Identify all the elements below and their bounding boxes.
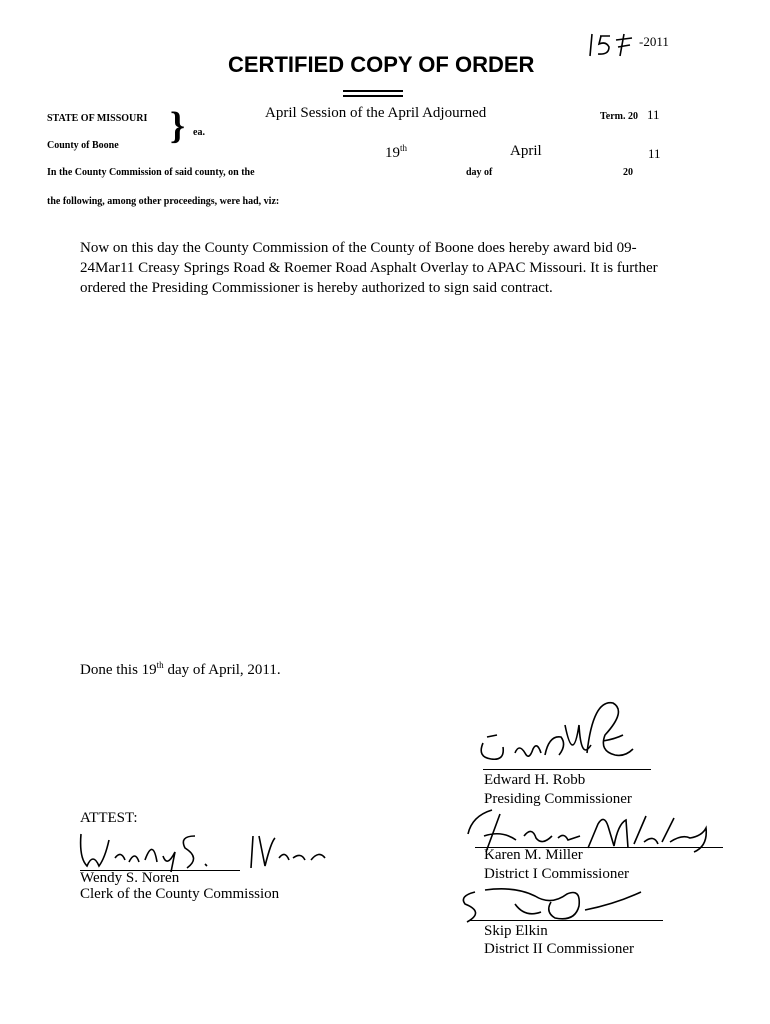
noren-name: Wendy S. Noren (80, 870, 180, 886)
month-value: April (510, 143, 542, 159)
term-label: Term. 20 (600, 111, 638, 122)
clerk-title: Clerk of the County Commission (80, 886, 280, 902)
county-label: County of Boone (47, 140, 119, 151)
elkin-name: Skip Elkin (484, 923, 548, 939)
state-label: STATE OF MISSOURI (47, 113, 148, 124)
title-double-rule (343, 90, 403, 97)
done-line: Done this 19th day of April, 2011. (80, 660, 281, 678)
elkin-signature-line (470, 920, 663, 921)
brace-symbol: } (170, 105, 185, 147)
year-value: 11 (648, 146, 661, 161)
miller-title: District I Commissioner (484, 866, 629, 882)
page-title: CERTIFIED COPY OF ORDER (228, 52, 535, 77)
commission-line: In the County Commission of said county, on the (47, 167, 255, 178)
handwritten-number-signature (588, 30, 636, 60)
attest-label: ATTEST: (80, 810, 138, 826)
elkin-title: District II Commissioner (484, 941, 634, 957)
robb-signature-line (483, 769, 651, 770)
day-of-label: day of (466, 167, 493, 178)
noren-signature (75, 828, 335, 874)
robb-signature (475, 695, 655, 775)
miller-name: Karen M. Miller (484, 847, 583, 863)
robb-name: Edward H. Robb (484, 772, 586, 788)
session-text: April Session of the April Adjourned (265, 105, 487, 121)
twenty-label: 20 (623, 167, 633, 178)
ea-label: ea. (193, 127, 205, 138)
doc-number-suffix: -2011 (639, 34, 669, 49)
robb-title: Presiding Commissioner (484, 791, 632, 807)
order-paragraph: Now on this day the County Commission of the County of Boone does hereby award bid 09-24Mar11 Creasy Springs Road & Roemer Road Asphalt Overlay to APAC Missouri. It is further ordered the Presiding Commissioner is hereby authorized to sign said contract. (80, 240, 658, 296)
day-value: 19th (385, 143, 408, 161)
proceedings-line: the following, among other proceedings, were had, viz: (47, 196, 280, 207)
term-value: 11 (647, 107, 660, 122)
